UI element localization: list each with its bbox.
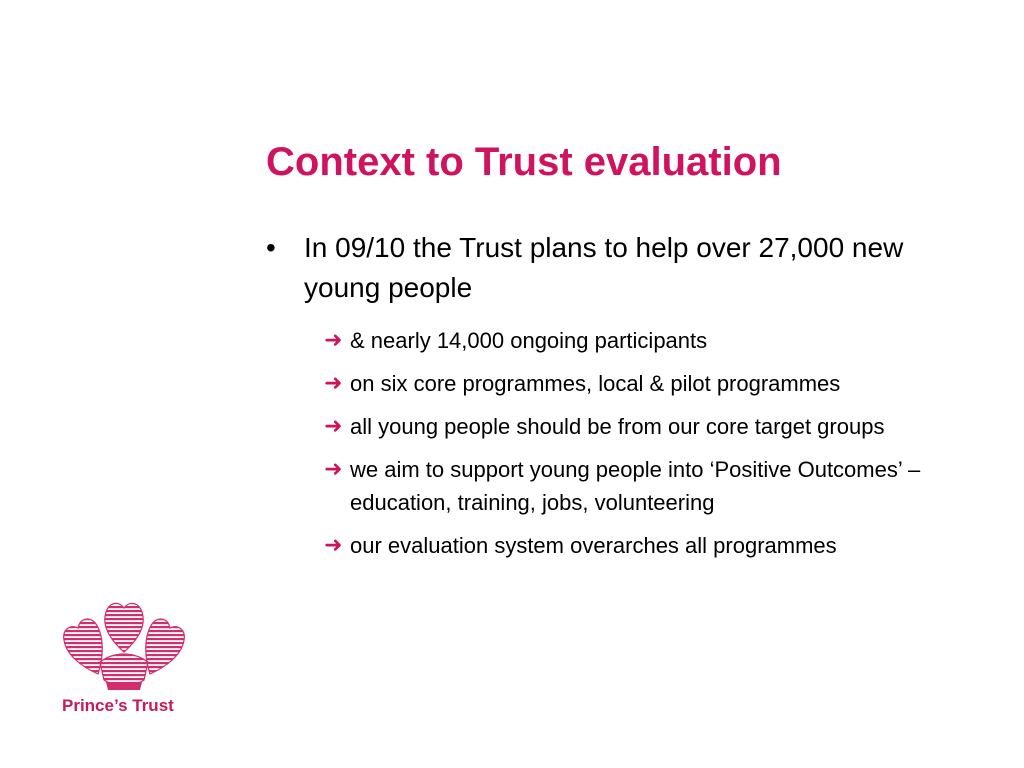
logo-text: Prince’s Trust bbox=[62, 696, 174, 715]
sub-bullet-text: & nearly 14,000 ongoing participants bbox=[350, 328, 708, 353]
slide-content bbox=[266, 228, 966, 572]
arrow-right-icon: ➜ bbox=[324, 328, 343, 353]
sub-bullet-item bbox=[324, 410, 940, 443]
arrow-right-icon: ➜ bbox=[324, 414, 343, 439]
sub-bullet-item bbox=[324, 529, 940, 562]
prince-of-wales-feathers-icon bbox=[56, 594, 192, 694]
sub-bullet-text: all young people should be from our core target groups bbox=[350, 414, 885, 439]
sub-bullet-text: our evaluation system overarches all programmes bbox=[350, 533, 837, 558]
sub-bullet-item bbox=[324, 367, 940, 400]
sub-bullet-text: we aim to support young people into ‘Positive Outcomes’ – education, training, jobs, volunteering bbox=[350, 457, 921, 515]
slide-title: Context to Trust evaluation bbox=[266, 140, 782, 184]
sub-bullet-list bbox=[266, 324, 966, 562]
arrow-right-icon: ➜ bbox=[324, 371, 343, 396]
princes-trust-logo bbox=[56, 594, 192, 724]
main-bullet bbox=[266, 228, 966, 308]
bullet-dot-icon: • bbox=[266, 232, 276, 263]
sub-bullet-item bbox=[324, 324, 940, 357]
arrow-right-icon: ➜ bbox=[324, 533, 343, 558]
sub-bullet-text: on six core programmes, local & pilot programmes bbox=[350, 371, 841, 396]
arrow-right-icon: ➜ bbox=[324, 457, 343, 482]
sub-bullet-item bbox=[324, 453, 940, 519]
main-bullet-text: In 09/10 the Trust plans to help over 27,000 new young people bbox=[304, 232, 904, 303]
